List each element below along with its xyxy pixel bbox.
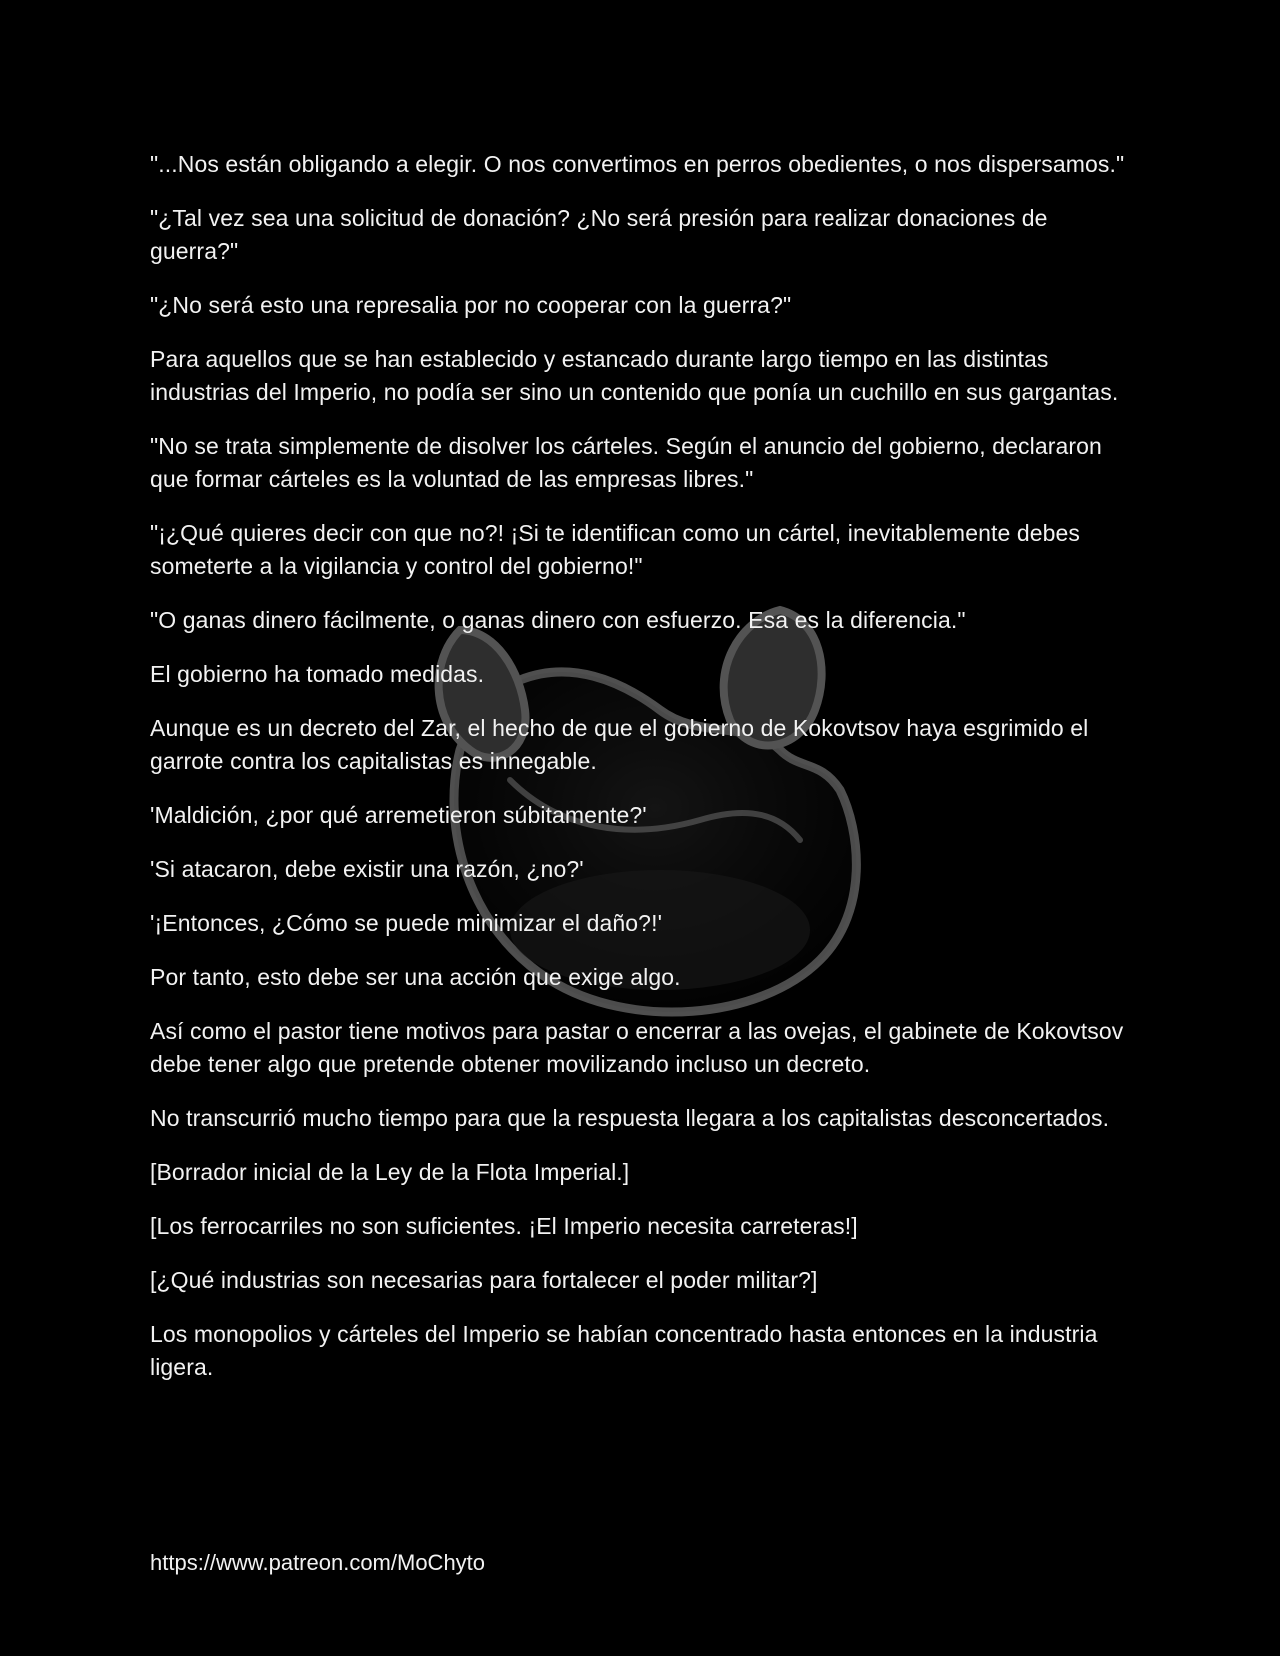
paragraph: 'Si atacaron, debe existir una razón, ¿no?' (150, 856, 584, 882)
paragraph: "...Nos están obligando a elegir. O nos convertimos en perros obedientes, o nos dispersamos." (150, 151, 1125, 177)
paragraph: "O ganas dinero fácilmente, o ganas dinero con esfuerzo. Esa es la diferencia." (150, 607, 966, 633)
paragraph: "¡¿Qué quieres decir con que no?! ¡Si te identifican como un cártel, inevitablemente debes someterte a la vigilancia y control del gobierno!" (150, 520, 1081, 579)
paragraph: Para aquellos que se han establecido y estancado durante largo tiempo en las distintas industrias del Imperio, no podía ser sino un contenido que ponía un cuchillo en sus gargantas. (150, 346, 1119, 405)
document-body (150, 148, 1140, 1405)
paragraph: 'Maldición, ¿por qué arremetieron súbitamente?' (150, 802, 647, 828)
paragraph: '¡Entonces, ¿Cómo se puede minimizar el daño?!' (150, 910, 663, 936)
paragraph: [¿Qué industrias son necesarias para fortalecer el poder militar?] (150, 1267, 818, 1293)
paragraph: [Los ferrocarriles no son suficientes. ¡El Imperio necesita carreteras!] (150, 1213, 858, 1239)
paragraph: [Borrador inicial de la Ley de la Flota Imperial.] (150, 1159, 630, 1185)
paragraph: Así como el pastor tiene motivos para pastar o encerrar a las ovejas, el gabinete de Kokovtsov debe tener algo que pretende obtener movilizando incluso un decreto. (150, 1018, 1124, 1077)
paragraph: No transcurrió mucho tiempo para que la respuesta llegara a los capitalistas desconcertados. (150, 1105, 1110, 1131)
paragraph: Los monopolios y cárteles del Imperio se habían concentrado hasta entonces en la industria ligera. (150, 1321, 1098, 1380)
paragraph: "¿Tal vez sea una solicitud de donación? ¿No será presión para realizar donaciones de guerra?" (150, 205, 1048, 264)
paragraph: El gobierno ha tomado medidas. (150, 661, 485, 687)
paragraph: Por tanto, esto debe ser una acción que exige algo. (150, 964, 681, 990)
paragraph: "¿No será esto una represalia por no cooperar con la guerra?" (150, 292, 792, 318)
paragraph: "No se trata simplemente de disolver los cárteles. Según el anuncio del gobierno, declararon que formar cárteles es la voluntad de las empresas libres." (150, 433, 1102, 492)
patreon-link[interactable]: https://www.patreon.com/MoChyto (150, 1550, 486, 1575)
paragraph: Aunque es un decreto del Zar, el hecho de que el gobierno de Kokovtsov haya esgrimido el garrote contra los capitalistas es innegable. (150, 715, 1089, 774)
